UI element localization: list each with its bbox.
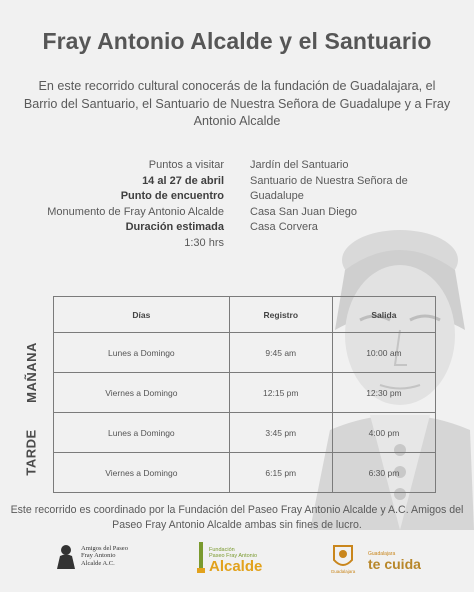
place-item: Jardín del Santuario [250,159,349,171]
table-row [54,373,436,413]
page-title: Fray Antonio Alcalde y el Santuario [42,28,432,54]
crest-caption: Guadalajara [330,569,356,574]
amigos-paseo-logo [55,543,128,569]
footer-note: Este recorrido es coordinado por la Fundación del Paseo Fray Antonio Alcalde y A.C. Amigos del Paseo Fray Antonio Alcalde ambas sin fines de lucro. [10,504,464,531]
side-label-manana: MAÑANA [23,341,39,403]
cell-dias: Lunes a Domingo [54,333,230,373]
places-list [250,158,440,236]
cell-dias: Viernes a Domingo [54,373,230,413]
header-salida: Salida [332,297,435,333]
cell-registro: 3:45 pm [229,413,332,453]
cell-salida: 4:00 pm [332,413,435,453]
cell-salida: 12:30 pm [332,373,435,413]
te-cuida-small: Guadalajara [368,551,396,557]
side-label-tarde: TARDE [23,428,39,476]
cell-dias: Viernes a Domingo [54,453,230,493]
fundacion-small-text: Paseo Fray Antonio [209,552,258,559]
fundacion-big-text: Alcalde [209,558,263,575]
cell-salida: 6:30 pm [332,453,435,493]
puntos-label: Puntos a visitar [148,159,224,171]
amigos-logo-line: Fray Antonio [81,552,116,560]
friar-silhouette-icon [55,543,77,569]
te-cuida-big: te cuida [368,556,421,572]
guadalajara-crest-logo [328,542,358,579]
cell-registro: 12:15 pm [229,373,332,413]
te-cuida-logo [368,552,421,571]
encuentro-label: Punto de encuentro [120,190,224,202]
cell-registro: 9:45 am [229,333,332,373]
cell-registro: 6:15 pm [229,453,332,493]
fundacion-small-text: Fundación [209,547,235,553]
crest-icon [328,542,358,574]
monument-icon [196,540,206,574]
cell-dias: Lunes a Domingo [54,413,230,453]
sponsor-logos [0,540,474,584]
table-header-row [54,297,436,333]
duracion-label: Duración estimada [125,221,224,233]
place-item: Casa San Juan Diego [250,205,358,218]
table-row [54,453,436,493]
tour-dates: 14 al 27 de abril [142,174,224,187]
schedule-table [53,296,436,493]
place-item: Santuario de Nuestra Señora de Guadalupe [250,174,408,202]
place-item: Casa Corvera [250,221,318,233]
amigos-logo-line: Alcalde A.C. [81,559,115,567]
duracion-value: 1:30 hrs [184,236,224,249]
fundacion-alcalde-logo [196,540,262,574]
header-dias: Días [54,297,230,333]
cell-salida: 10:00 am [332,333,435,373]
table-row [54,413,436,453]
amigos-logo-line: Amigos del Paseo [81,544,128,552]
table-row [54,333,436,373]
intro-text: En este recorrido cultural conocerás de la fundación de Guadalajara, el Barrio del Santuario, el Santuario de Nuestra Señora de Guadalupe y a Fray Antonio Alcalde [23,79,451,128]
encuentro-value: Monumento de Fray Antonio Alcalde [47,205,224,218]
header-registro: Registro [229,297,332,333]
info-left-column [24,158,224,251]
